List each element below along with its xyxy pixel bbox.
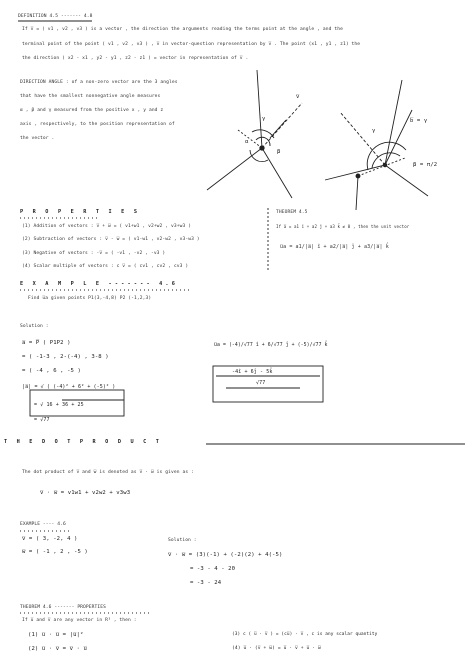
example2-solution-label: Solution : (168, 538, 197, 543)
definition-heading: DEFINITION 4.5 ------- 4.8 (18, 14, 93, 19)
dot-product-line: The dot product of v̅ and w̅ is denoted as v̅ · w̅ is given as : (22, 470, 194, 475)
theorem-45-line: If a̅ = a1 î + a2 ĵ + a3 k̂ ≠ 0 , then the unit vector (276, 224, 410, 229)
theorem-46-item-2: (2) u̅ · v̅ = v̅ · u̅ (28, 646, 87, 652)
example-line-2: = ( -1-3 , 2-(-4) , 3-8 ) (22, 354, 109, 360)
theorem-46-item-1: (1) u̅ · u̅ = |u̅|² (28, 632, 84, 638)
theorem-46-line: If u̅ and v̅ are any vector in R³ , then : (22, 618, 137, 623)
example-line-1: a̅ = P̅ ( P1P2 ) (22, 340, 71, 346)
example-solution-label: Solution : (20, 324, 49, 329)
theorem-45-heading: THEOREM 4.5 (276, 210, 308, 215)
direction-line-2: that have the smallest nonnegative angle measures (20, 94, 161, 99)
property-3: (3) Negative of vectors : -v̅ = ( -v1 , -v2 , -v3 ) (22, 251, 166, 256)
example-unit-3: √77 (256, 380, 266, 386)
dot-product-heading: T H E D O T P R O D U C T (4, 439, 163, 445)
properties-heading: P R O P E R T I E S (20, 209, 141, 215)
definition-line-2: terminal point of the point ( v1 , v2 , v3 ) , v̅ in vector-question representation by v̅ . The point (x1 , y1 , z1) the (22, 42, 361, 47)
property-2: (2) Subtraction of vectors : v̅ - w̅ = ( v1-w1 , v2-w2 , v3-w3 ) (22, 237, 200, 242)
theorem-45-formula: u̅a = a1/|a̅| î + a2/|a̅| ĵ + a3/|a̅| k̂ (280, 244, 389, 250)
example2-v: v̅ = ( 3, -2, 4 ) (22, 536, 78, 542)
example2-w: w̅ = ( -1 , 2 , -5 ) (22, 549, 88, 555)
property-1: (1) Addition of vectors : v̅ + w̅ = ( v1+w1 , v2+w2 , v3+w3 ) (22, 224, 192, 229)
example2-heading: EXAMPLE ---- 4.6 (20, 522, 66, 527)
direction-angle-figure-1 (207, 70, 302, 198)
example-unit-1: u̅a = (-4)/√77 î + 6/√77 ĵ + (-5)/√77 k̂ (214, 343, 328, 348)
example2-step-1: v̅ · w̅ = (3)(-1) + (-2)(2) + 4(-5) (168, 552, 283, 558)
example-heading: E X A M P L E ------- 4.6 (20, 281, 179, 287)
fig1-label-alpha: α (245, 139, 249, 145)
fig2-label-pi: β = π/2 (413, 162, 438, 168)
fig1-label-beta: β (277, 149, 281, 155)
example-unit-2: -4î + 6ĵ - 5k̂ (232, 369, 273, 375)
direction-line-4: axis , respectively, to the position representation of (20, 122, 175, 127)
definition-line-3: the direction ( x2 - x1 , y2 - y1 , z2 - z1 ) = vector in representation of v̅ . (22, 56, 249, 61)
example-task: Find u̅a given points P1(3,-4,8) P2 (-1,2,3) (28, 296, 152, 301)
example-norm-2: = √ 16 + 36 + 25 (34, 402, 84, 408)
direction-line-1: DIRECTION ANGLE : of a non-zero vector are the 3 angles (20, 80, 178, 85)
theorem-46-item-4: (4) u̅ · (v̅ + w̅) = u̅ · v̅ + u̅ · w̅ (232, 646, 321, 651)
example-line-3: = ( -4 , 6 , -5 ) (22, 368, 81, 374)
dot-product-formula: v̅ · w̅ = v1w1 + v2w2 + v3w3 (40, 490, 131, 496)
fig1-label-gamma: γ (262, 116, 266, 122)
example-norm-3: = √77 (34, 417, 50, 423)
definition-line-1: If v̅ = ( v1 , v2 , v3 ) is a vector , the direction the arguments reading the terms point at the angle , and the (22, 27, 343, 32)
example-norm-1: |a̅| = √ ( (-4)² + 6² + (-5)² ) (22, 384, 116, 390)
property-4: (4) Scalar multiple of vectors : c v̅ = ( cv1 , cv2 , cv3 ) (22, 264, 189, 269)
fig1-label-v: v̅ (296, 94, 300, 100)
example2-step-2: = -3 - 4 - 20 (190, 566, 236, 572)
example2-step-3: = -3 - 24 (190, 580, 222, 586)
direction-line-3: α , β and γ measured from the positive x , y and z (20, 108, 164, 113)
theorem-46-item-3: (3) c ( u̅ · v̅ ) = (cu̅) · v̅ , c is any scalar quantity (232, 632, 378, 637)
theorem-46-heading: THEOREM 4.6 ------- PROPERTIES (20, 605, 106, 610)
fig2-label-gamma: γ (372, 128, 376, 134)
fig2-label-b: b̅ = γ (410, 118, 428, 124)
direction-line-5: the vector . (20, 136, 55, 141)
direction-angle-figure-2 (325, 80, 428, 210)
